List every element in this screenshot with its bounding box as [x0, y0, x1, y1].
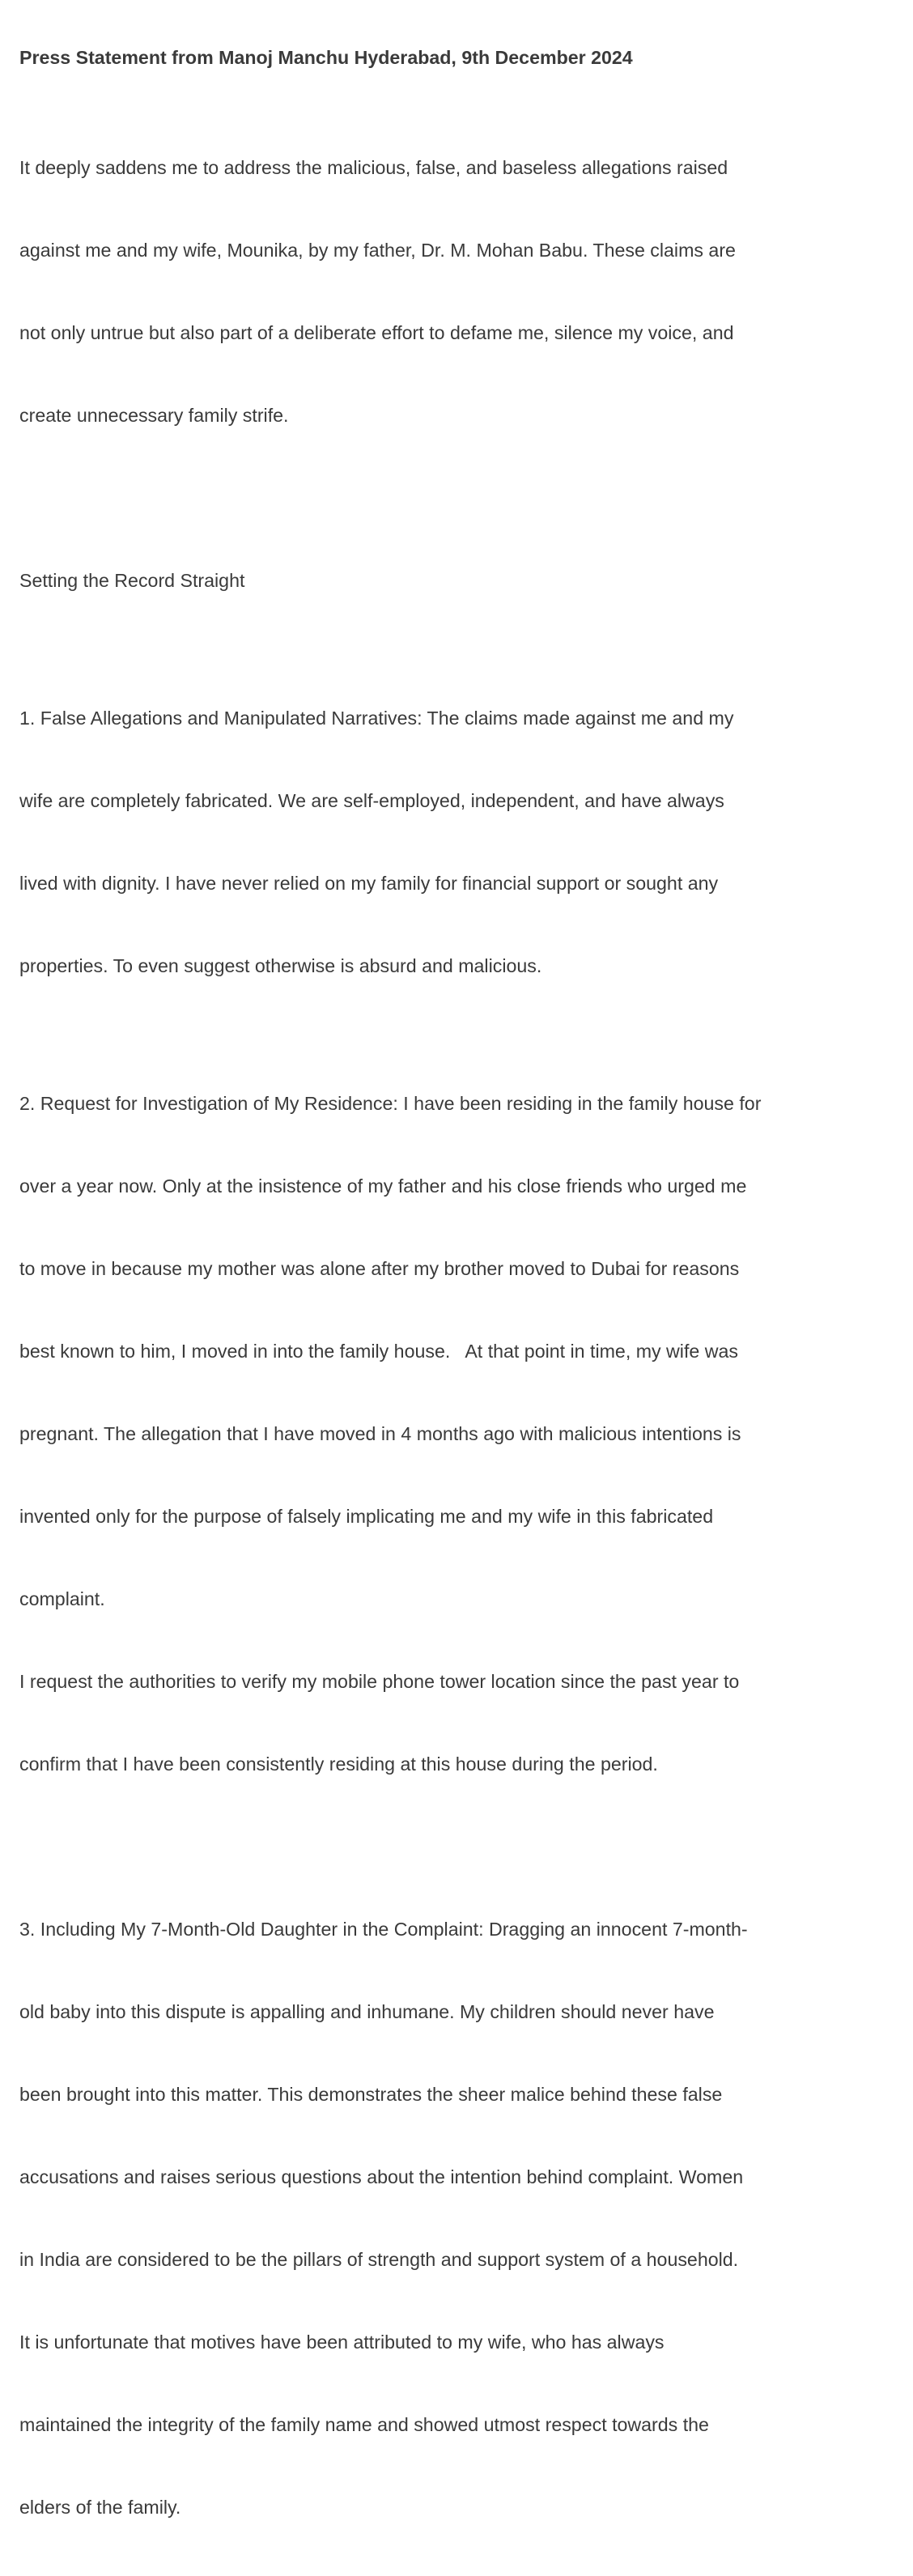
point-3-paragraph: [19, 1860, 894, 2576]
text-line: complaint.: [19, 1588, 105, 1609]
section-heading: [19, 512, 894, 649]
text-line: not only untrue but also part of a deliberate effort to defame me, silence my voice, and: [19, 322, 734, 343]
paragraph-gap: [19, 484, 894, 512]
text-line: invented only for the purpose of falsely implicating me and my wife in this fabricated: [19, 1506, 714, 1527]
text-line: lived with dignity. I have never relied on my family for financial support or sought any: [19, 873, 719, 894]
paragraph-gap: [19, 1833, 894, 1860]
text-line: over a year now. Only at the insistence of my father and his close friends who urged me: [19, 1175, 747, 1197]
text-line: 2. Request for Investigation of My Residence: I have been residing in the family house for: [19, 1093, 762, 1114]
text-line: pregnant. The allegation that I have moved in 4 months ago with malicious intentions is: [19, 1423, 741, 1444]
text-line: best known to him, I moved in into the family house. At that point in time, my wife was: [19, 1341, 738, 1362]
text-line: It is unfortunate that motives have been attributed to my wife, who has always: [19, 2332, 665, 2353]
intro-paragraph: [19, 99, 894, 484]
text-line: elders of the family.: [19, 2497, 181, 2518]
text-line: against me and my wife, Mounika, by my father, Dr. M. Mohan Babu. These claims are: [19, 240, 736, 261]
text-line: properties. To even suggest otherwise is absurd and malicious.: [19, 955, 542, 976]
text-line: wife are completely fabricated. We are self-employed, independent, and have always: [19, 790, 724, 811]
document-title: Press Statement from Manoj Manchu Hyderabad, 9th December 2024: [19, 47, 633, 68]
text-line: 1. False Allegations and Manipulated Narratives: The claims made against me and my: [19, 708, 734, 729]
section-heading-text: Setting the Record Straight: [19, 570, 245, 591]
text-line: in India are considered to be the pillars of strength and support system of a household.: [19, 2249, 739, 2270]
text-line: to move in because my mother was alone after my brother moved to Dubai for reasons: [19, 1258, 740, 1279]
point-1-paragraph: [19, 649, 894, 1035]
text-line: old baby into this dispute is appalling and inhumane. My children should never have: [19, 2001, 715, 2022]
text-line: create unnecessary family strife.: [19, 405, 289, 426]
paragraph-gap: [19, 71, 894, 99]
text-line: It deeply saddens me to address the malicious, false, and baseless allegations raised: [19, 157, 728, 178]
text-line: 3. Including My 7-Month-Old Daughter in the Complaint: Dragging an innocent 7-month-: [19, 1919, 748, 1940]
point-2-paragraph: [19, 1035, 894, 1833]
text-line: maintained the integrity of the family name and showed utmost respect towards the: [19, 2414, 709, 2435]
text-line: been brought into this matter. This demonstrates the sheer malice behind these false: [19, 2084, 723, 2105]
text-line: I request the authorities to verify my mobile phone tower location since the past year to: [19, 1671, 740, 1692]
text-line: confirm that I have been consistently residing at this house during the period.: [19, 1753, 658, 1775]
text-line: accusations and raises serious questions about the intention behind complaint. Women: [19, 2166, 744, 2187]
